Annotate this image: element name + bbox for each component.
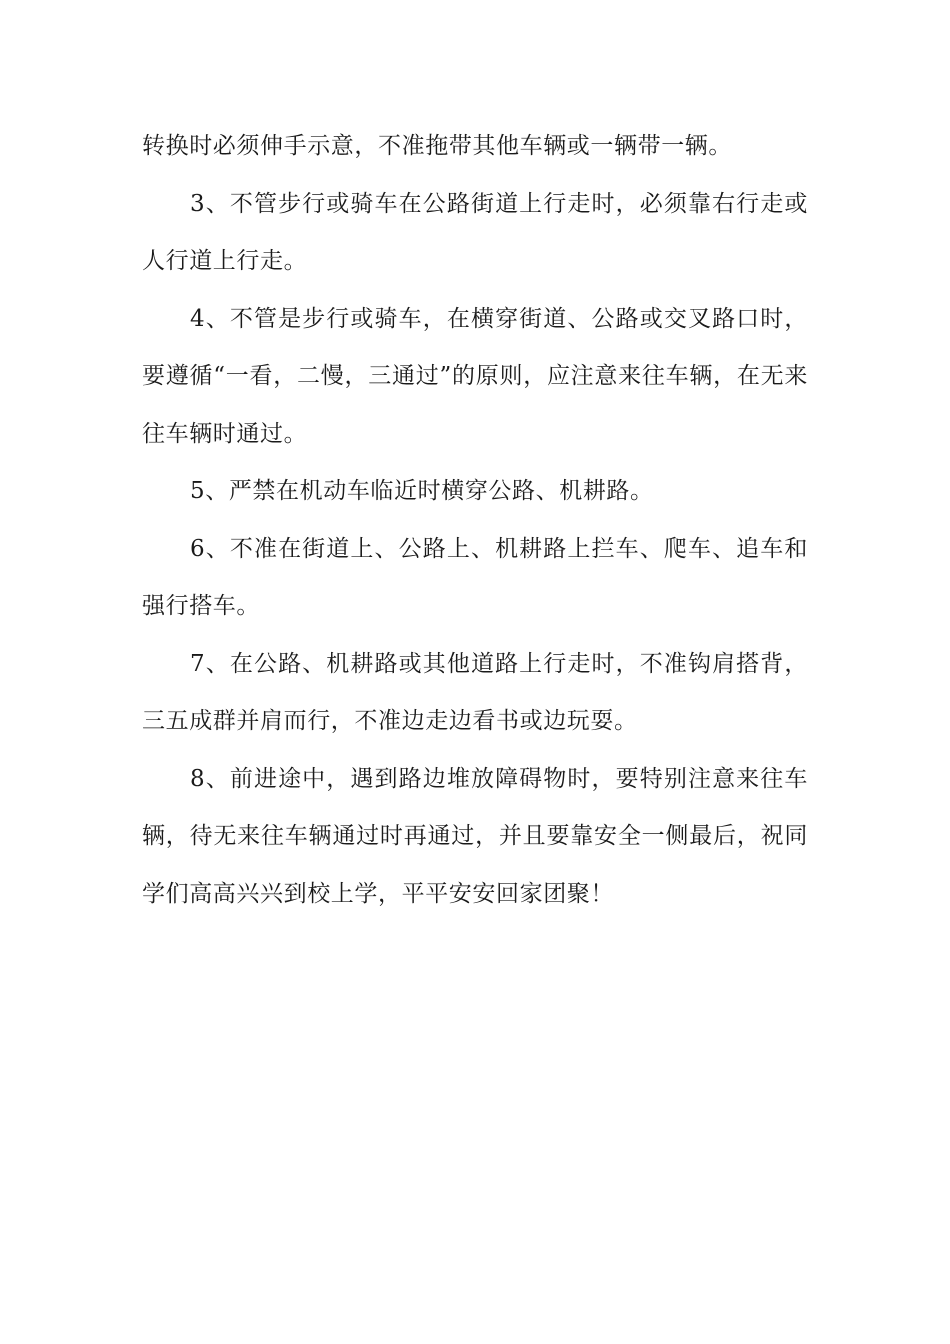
paragraph-rule-8: 8、前进途中，遇到路边堆放障碍物时，要特别注意来往车辆，待无来往车辆通过时再通过，并且要靠安全一侧最后，祝同学们高高兴兴到校上学，平平安安回家团聚！	[142, 765, 808, 907]
paragraph-rule-4: 4、不管是步行或骑车，在横穿街道、公路或交叉路口时，要遵循“一看，二慢，三通过”的原则，应注意来往车辆，在无来往车辆时通过。	[142, 305, 808, 447]
paragraph-rule-5: 5、严禁在机动车临近时横穿公路、机耕路。	[190, 478, 654, 504]
paragraph-rule-7: 7、在公路、机耕路或其他道路上行走时，不准钩肩搭背，三五成群并肩而行，不准边走边看书或边玩耍。	[142, 650, 808, 734]
document-body	[142, 118, 808, 923]
paragraph-rule-6: 6、不准在街道上、公路上、机耕路上拦车、爬车、追车和强行搭车。	[142, 535, 808, 619]
paragraph-continuation: 转换时必须伸手示意，不准拖带其他车辆或一辆带一辆。	[142, 133, 732, 159]
paragraph-rule-3: 3、不管步行或骑车在公路街道上行走时，必须靠右行走或人行道上行走。	[142, 190, 808, 274]
